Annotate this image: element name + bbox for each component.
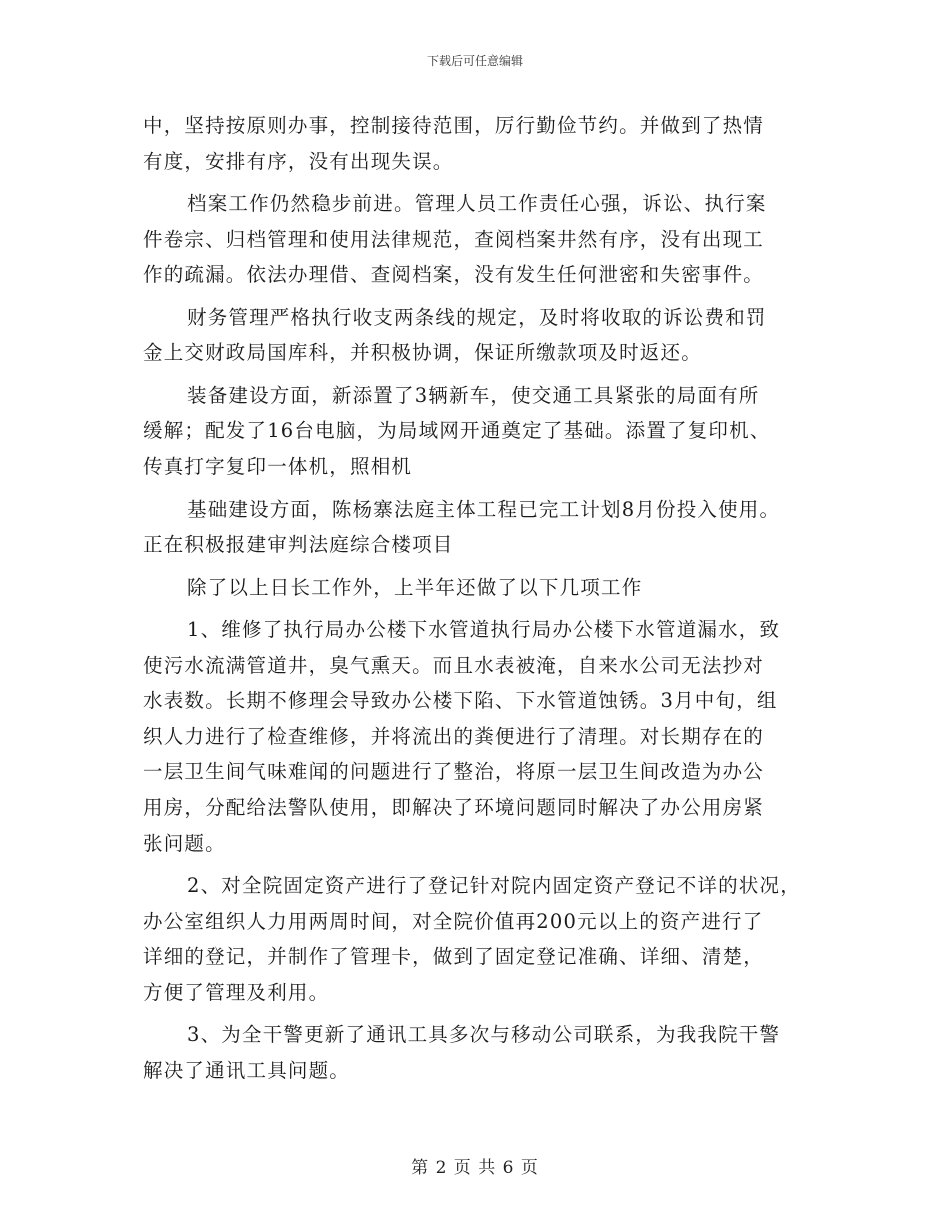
- paragraph-line: 使污水流满管道井，臭气熏天。而且水表被淹，自来水公司无法抄对: [143, 653, 765, 677]
- paragraph-line: 缓解；配发了16台电脑，为局域网开通奠定了基础。添置了复印机、: [143, 419, 771, 443]
- paragraph-line: 有度，安排有序，没有出现失误。: [143, 149, 454, 173]
- paragraph-line: 作的疏漏。依法办理借、查阅档案，没有发生任何泄密和失密事件。: [143, 263, 765, 287]
- paragraph: [143, 186, 833, 293]
- paragraph-line: 金上交财政局国库科，并积极协调，保证所缴款项及时返还。: [143, 341, 702, 365]
- paragraph-line: 装备建设方面，新添置了3辆新车，使交通工具紧张的局面有所: [187, 383, 760, 407]
- paragraph-line: 水表数。长期不修理会导致办公楼下陷、下水管道蚀锈。3月中旬，组: [143, 689, 778, 713]
- paragraph-line: 办公室组织人力用两周时间，对全院价值再200元以上的资产进行了: [143, 909, 764, 933]
- paragraph-line: 织人力进行了检查维修，并将流出的粪便进行了清理。对长期存在的: [143, 724, 765, 748]
- paragraph: [143, 570, 833, 606]
- paragraph-line: 详细的登记，并制作了管理卡，做到了固定登记准确、详细、清楚，: [143, 945, 765, 969]
- paragraph-line: 除了以上日长工作外，上半年还做了以下几项工作: [187, 575, 643, 599]
- paragraph-line: 用房，分配给法警队使用，即解决了环境问题同时解决了办公用房紧: [143, 796, 765, 820]
- paragraph-line: 财务管理严格执行收支两条线的规定，及时将收取的诉讼费和罚: [187, 305, 767, 329]
- paragraph-line: 方便了管理及利用。: [143, 980, 330, 1004]
- paragraph: [143, 300, 833, 371]
- paragraph-line: 一层卫生间气味难闻的问题进行了整治，将原一层卫生间改造为办公: [143, 760, 765, 784]
- paragraph: [143, 1017, 833, 1088]
- paragraph-line: 解决了通讯工具问题。: [143, 1058, 351, 1082]
- page-number-footer: 第 2 页 共 6 页: [411, 1158, 539, 1178]
- paragraph-line: 2、对全院固定资产进行了登记针对院内固定资产登记不详的状况，: [187, 874, 801, 898]
- paragraph: [143, 612, 833, 861]
- paragraph-line: 中，坚持按原则办事，控制接待范围，厉行勤俭节约。并做到了热情: [143, 114, 765, 137]
- paragraph-line: 档案工作仍然稳步前进。管理人员工作责任心强，诉讼、执行案: [187, 192, 767, 216]
- paragraph-line: 正在积极报建审判法庭综合楼项目: [143, 533, 454, 557]
- paragraph-line: 张问题。: [143, 831, 226, 855]
- page-header: 下载后可任意编辑: [426, 54, 523, 68]
- paragraph-line: 传真打字复印一体机，照相机: [143, 455, 413, 479]
- paragraph: [143, 868, 833, 1010]
- paragraph-line: 3、为全干警更新了通讯工具多次与移动公司联系，为我我院干警: [187, 1023, 781, 1047]
- paragraph-line: 件卷宗、归档管理和使用法律规范，查阅档案井然有序，没有出现工: [143, 227, 765, 251]
- document-body: [143, 108, 833, 1089]
- paragraph: [143, 492, 833, 563]
- paragraph: [143, 378, 833, 485]
- paragraph-line: 1、维修了执行局办公楼下水管道执行局办公楼下水管道漏水，致: [187, 618, 781, 642]
- paragraph: [143, 108, 833, 179]
- paragraph-line: 基础建设方面，陈杨寨法庭主体工程已完工计划8月份投入使用。: [187, 497, 781, 521]
